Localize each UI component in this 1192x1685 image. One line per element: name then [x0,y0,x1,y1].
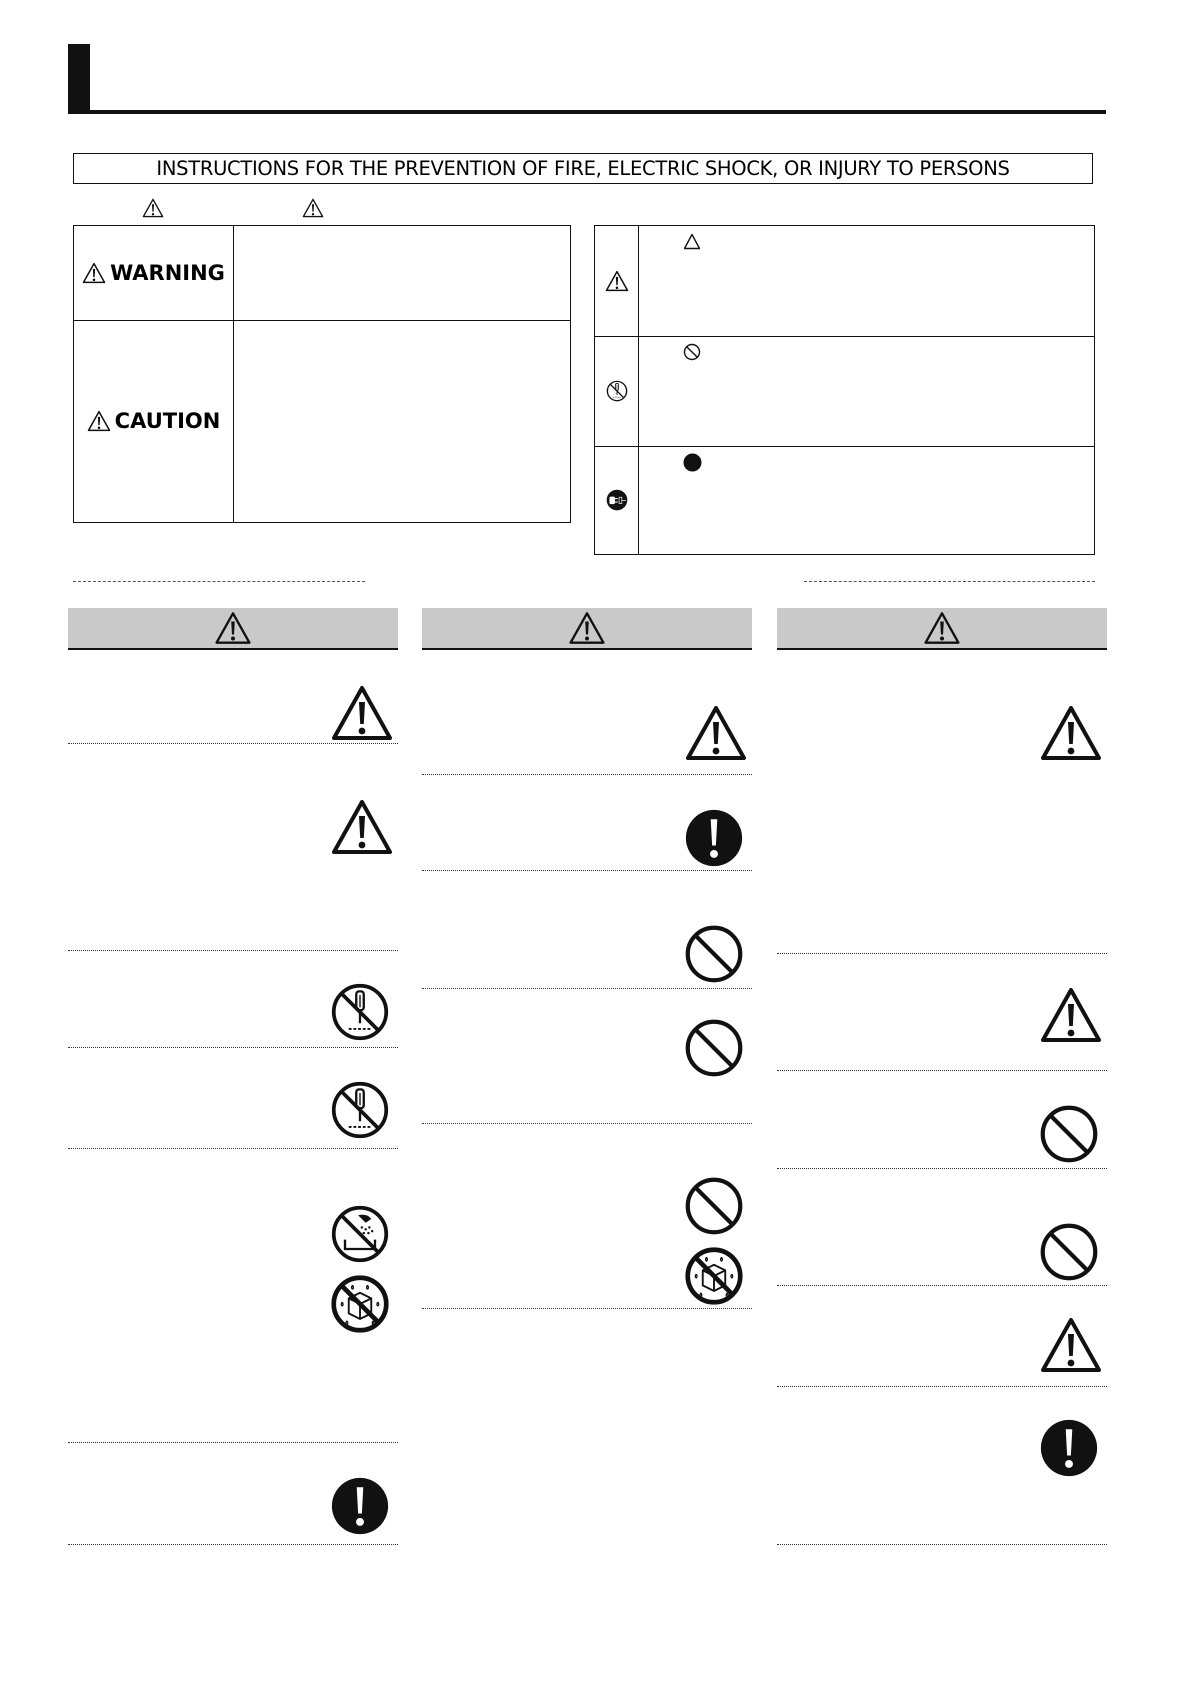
dashed-separator-right [804,581,1095,582]
item-divider [777,1168,1107,1169]
item-divider [777,953,1107,954]
prohibition-icon [1039,1104,1099,1164]
item-divider [422,988,752,989]
small-unplug-icon [606,489,628,511]
item-divider [422,774,752,775]
item-divider [422,1308,752,1309]
symbol-legend-table [594,225,1095,555]
warning-triangle-icon [1039,986,1103,1044]
warning-triangle-icon [82,262,106,284]
prohibition-icon [684,1018,744,1078]
symbol-row-prohibition [595,336,1094,447]
safety-column-2 [422,608,752,1308]
warning-triangle-icon [214,611,252,645]
item-divider [68,950,398,951]
caution-row [74,320,570,522]
safety-column-3 [777,608,1107,1548]
symbol-row-mandatory [595,446,1094,554]
item-divider [777,1070,1107,1071]
small-triangle-outline-icon [683,233,701,250]
warning-triangle-icon [568,611,606,645]
item-divider [422,870,752,871]
item-divider [68,1148,398,1149]
mandatory-action-icon [684,808,744,868]
safety-column-1 [68,608,398,1548]
no-disassemble-icon [330,982,390,1042]
no-wet-unit-icon [330,1274,390,1334]
section-title-block [68,44,90,114]
warning-triangle-icon [684,704,748,762]
small-filled-circle-icon [683,453,702,472]
no-disassemble-icon [330,1080,390,1140]
mandatory-action-icon [1039,1418,1099,1478]
no-wet-unit-icon [684,1246,744,1306]
prohibition-icon [684,1176,744,1236]
small-prohibition-circle-icon [683,343,701,361]
column-header-warning [68,608,398,650]
section-title-rule [68,110,1106,114]
column-header-warning [777,608,1107,650]
item-divider [68,1442,398,1443]
caution-label [74,320,234,522]
small-no-disassemble-icon [606,380,628,402]
warning-triangle-icon [87,410,111,432]
no-water-spray-icon [330,1204,390,1264]
warning-triangle-icon [1039,1316,1103,1374]
symbol-row-triangle [595,226,1094,337]
warning-triangle-icon [330,684,394,742]
warning-word: WARNING [110,261,225,285]
banner-text: INSTRUCTIONS FOR THE PREVENTION OF FIRE, ELECTRIC SHOCK, OR INJURY TO PERSONS [156,157,1010,180]
item-divider [68,1047,398,1048]
warning-row [74,226,570,321]
warning-triangle-icon [330,798,394,856]
prohibition-icon [1039,1222,1099,1282]
item-divider [777,1285,1107,1286]
warning-triangle-icon [923,611,961,645]
mandatory-action-icon [330,1476,390,1536]
warning-label [74,226,234,320]
item-divider [422,1123,752,1124]
item-divider [68,743,398,744]
column-header-warning [422,608,752,650]
item-divider [777,1544,1107,1545]
small-warning-triangle-icon [302,198,324,218]
item-divider [68,1544,398,1545]
caution-word: CAUTION [114,409,221,433]
small-warning-triangle-icon [142,198,164,218]
signal-word-table [73,225,571,523]
warning-triangle-icon [1039,704,1103,762]
small-warning-triangle-icon [605,270,629,292]
prohibition-icon [684,924,744,984]
instructions-banner [73,153,1093,184]
item-divider [777,1386,1107,1387]
dashed-separator-left [73,581,365,582]
